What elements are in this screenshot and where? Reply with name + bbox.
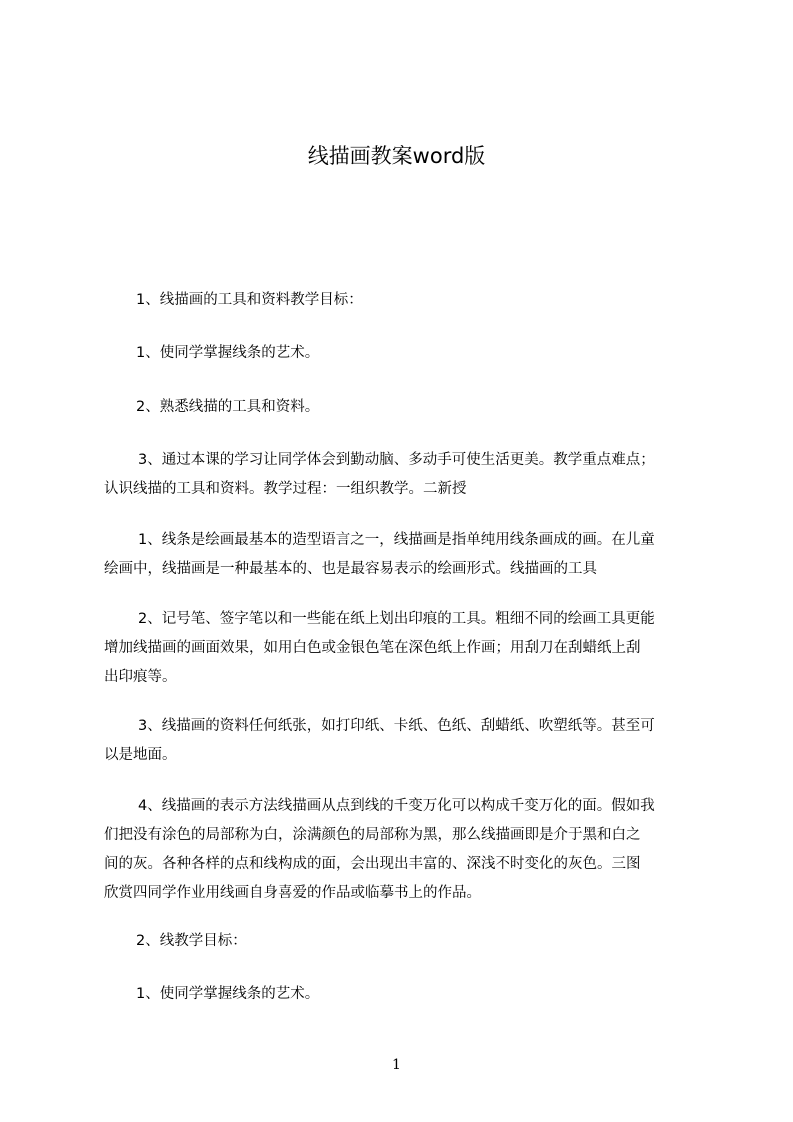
paragraph-1 bbox=[136, 286, 363, 315]
paragraph-line: 1、使同学掌握线条的艺术。 bbox=[136, 345, 320, 361]
paragraph-line: 间的灰。各种各样的点和线构成的面，会出现出丰富的、深浅不时变化的灰色。三图 bbox=[104, 856, 641, 872]
paragraph-line: 2、熟悉线描的工具和资料。 bbox=[136, 399, 320, 415]
paragraph-line: 2、线教学目标： bbox=[136, 933, 247, 949]
paragraph-3 bbox=[136, 393, 319, 422]
paragraph-line: 认识线描的工具和资料。教学过程：一组织教学。二新授 bbox=[104, 481, 467, 497]
paragraph-8 bbox=[104, 792, 655, 908]
paragraph-line: 1、线描画的工具和资料教学目标： bbox=[136, 292, 363, 308]
paragraph-line: 2、记号笔、签字笔以和一些能在纸上划出印痕的工具。粗细不同的绘画工具更能 bbox=[138, 611, 655, 627]
paragraph-line: 增加线描画的画面效果，如用白色或金银色笔在深色纸上作画；用刮刀在刮蜡纸上刮 bbox=[104, 640, 641, 656]
paragraph-2 bbox=[136, 339, 319, 368]
page-number: 1 bbox=[392, 1057, 401, 1073]
paragraph-10 bbox=[136, 980, 319, 1009]
paragraph-line: 欣赏四同学作业用线画自身喜爱的作品或临摹书上的作品。 bbox=[104, 885, 481, 901]
paragraph-line: 们把没有涂色的局部称为白，涂满颜色的局部称为黑，那么线描画即是介于黑和白之 bbox=[104, 827, 641, 843]
paragraph-6 bbox=[104, 605, 655, 692]
document-title: 线描画教案word版 bbox=[307, 144, 486, 168]
paragraph-line: 1、使同学掌握线条的艺术。 bbox=[136, 986, 320, 1002]
paragraph-line: 4、线描画的表示方法线描画从点到线的千变万化可以构成千变万化的面。假如我 bbox=[138, 798, 655, 814]
paragraph-line: 3、线描画的资料任何纸张，如打印纸、卡纸、色纸、刮蜡纸、吹塑纸等。甚至可 bbox=[138, 718, 655, 734]
paragraph-line: 以是地面。 bbox=[104, 747, 177, 763]
paragraph-5 bbox=[104, 526, 655, 584]
paragraph-9 bbox=[136, 927, 247, 956]
paragraph-line: 3、通过本课的学习让同学体会到勤动脑、多动手可使生活更美。教学重点难点； bbox=[138, 452, 655, 468]
paragraph-line: 绘画中，线描画是一种最基本的、也是最容易表示的绘画形式。线描画的工具 bbox=[104, 561, 597, 577]
paragraph-line: 出印痕等。 bbox=[104, 669, 177, 685]
paragraph-4 bbox=[104, 446, 655, 504]
paragraph-line: 1、线条是绘画最基本的造型语言之一，线描画是指单纯用线条画成的画。在儿童 bbox=[138, 532, 655, 548]
paragraph-7 bbox=[104, 712, 655, 770]
